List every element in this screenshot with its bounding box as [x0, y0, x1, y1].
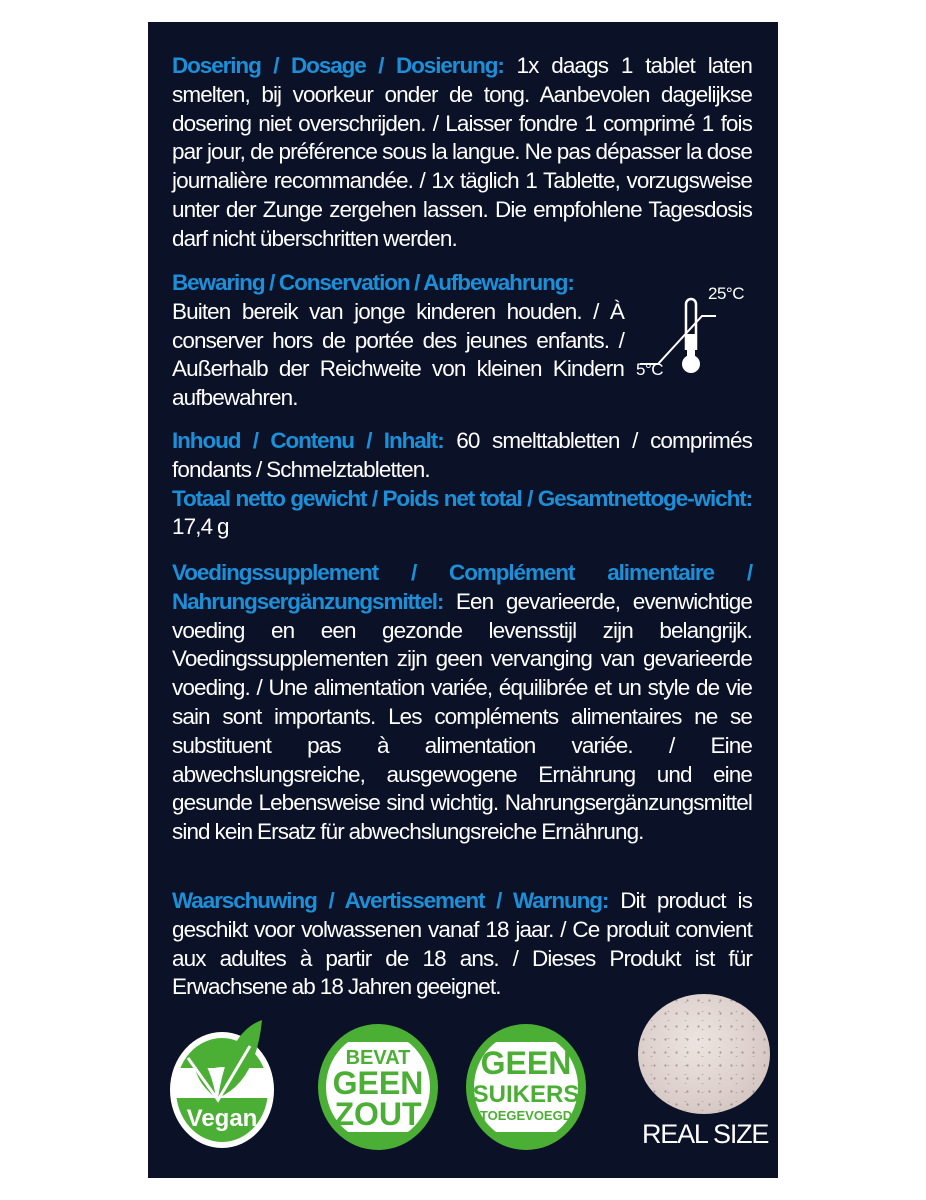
content-section	[172, 427, 752, 542]
label-panel	[148, 22, 778, 1178]
warning-section	[172, 887, 752, 1002]
dosage-section	[172, 52, 752, 254]
min-temperature: 5°C	[636, 360, 664, 379]
svg-text:GEEN: GEEN	[480, 1045, 572, 1081]
svg-text:SUIKERS: SUIKERS	[472, 1081, 580, 1108]
dosage-heading: Dosering / Dosage / Dosierung:	[172, 53, 504, 78]
dosage-text: 1x daags 1 tablet laten smelten, bij voorkeur onder de tong. Aanbevolen dagelijkse dosering niet overschrijden. / Laisser fondre 1 comprimé 1 fois par jour, de préférence sous la langue. Ne pas dépasser la dose journalière recommandée. / 1x täglich 1 Tablette, vorzugsweise unter der Zunge zergehen lassen. Die empfohlene Tagesdosis darf nicht überschritten werden.	[172, 53, 752, 251]
supplement-text: Een gevarieerde, evenwichtige voeding en een gezonde levensstijl zijn belangrijk. Voedingssupplementen zijn geen vervanging van gevarieerde voeding. / Une alimentation variée, équilibrée et un style de vie sain sont importants. Les compléments alimentaires ne se substituent pas à alimentation variée. / Eine abwechslungsreiche, ausgewogene Ernährung und eine gesunde Lebensweise sind wichtig. Nahrungsergänzungsmittel sind kein Ersatz für abwechslungsreiche Ernährung.	[172, 588, 752, 845]
storage-heading: Bewaring / Conservation / Aufbewahrung:	[172, 270, 574, 295]
tablet-image	[638, 994, 770, 1114]
content-text: 60 smelttabletten / comprimés fondants / Schmelztabletten.	[172, 428, 752, 482]
weight-text: 17,4 g	[172, 514, 229, 540]
svg-text:ZOUT: ZOUT	[334, 1096, 422, 1132]
no-salt-badge	[316, 1022, 440, 1157]
svg-text:TOEGEVOEGD: TOEGEVOEGD	[479, 1108, 573, 1123]
supplement-section	[172, 559, 752, 847]
max-temperature: 25°C	[708, 284, 744, 303]
no-sugar-added-badge	[464, 1022, 588, 1157]
supplement-heading: Voedingssupplement / Complément alimentaire / Nahrungsergänzungsmittel:	[172, 560, 752, 614]
real-size-caption: REAL SIZE	[642, 1119, 769, 1149]
warning-heading: Waarschuwing / Avertissement / Warnung:	[172, 888, 609, 913]
svg-text:BEVAT: BEVAT	[345, 1047, 411, 1069]
svg-text:GEEN: GEEN	[332, 1065, 424, 1101]
thermometer-icon	[628, 284, 758, 394]
weight-heading: Totaal netto gewicht / Poids net total / Gesamtnettoge-wicht:	[172, 485, 752, 511]
vegan-badge	[166, 1018, 278, 1158]
vegan-label: Vegan	[186, 1105, 258, 1132]
warning-text: Dit product is geschikt voor volwassenen vanaf 18 jaar. / Ce produit convient aux adultes à partir de 18 ans. / Dieses Produkt ist für Erwachsene ab 18 Jahren geeignet.	[172, 888, 752, 1000]
storage-text: Buiten bereik van jonge kinderen houden. / À conserver hors de portée des jeunes enfants. / Außerhalb der Reichweite von kleinen Kindern aufbewahren.	[172, 298, 624, 411]
content-heading: Inhoud / Contenu / Inhalt:	[172, 428, 444, 453]
